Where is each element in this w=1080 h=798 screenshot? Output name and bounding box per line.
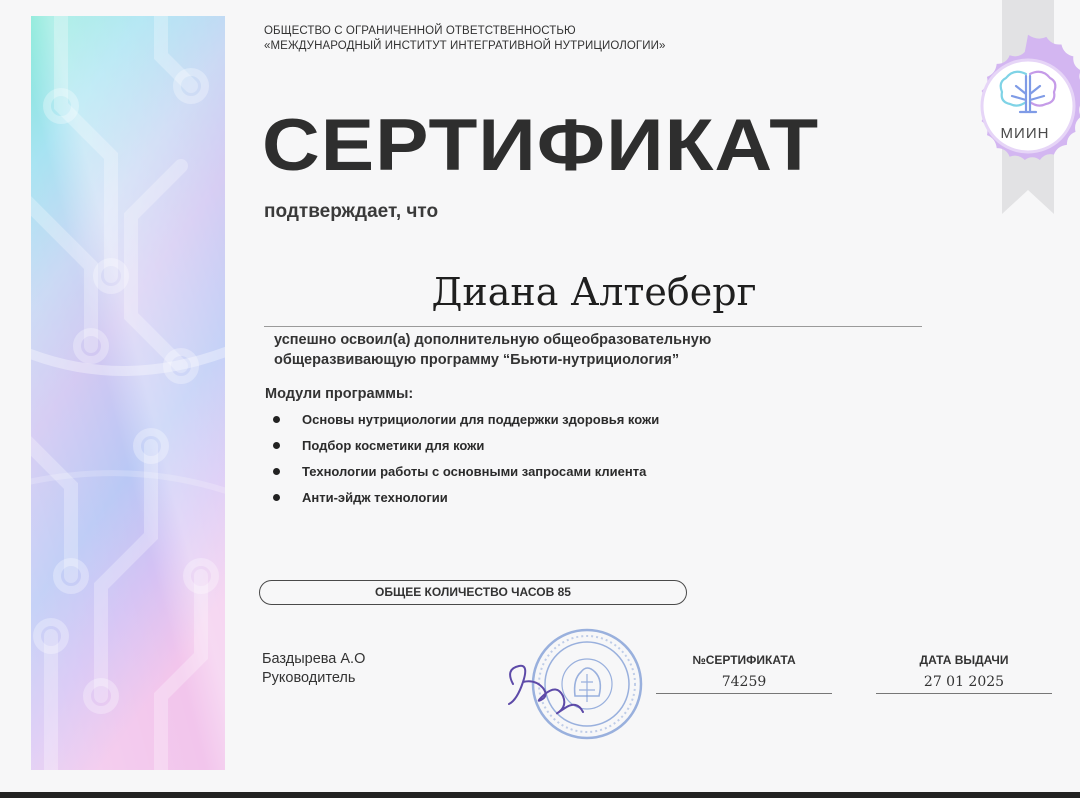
institute-logo-badge <box>952 0 1080 221</box>
completion-line-2-prefix: общеразвивающую программу <box>274 352 503 368</box>
modules-title: Модули программы: <box>265 386 414 402</box>
certificate-number-underline <box>656 693 832 694</box>
total-hours-badge: ОБЩЕЕ КОЛИЧЕСТВО ЧАСОВ 85 <box>259 580 687 605</box>
bullet-icon <box>273 494 280 501</box>
certificate-number-value: 74259 <box>721 674 767 690</box>
recipient-name: Диана Алтеберг <box>431 270 757 314</box>
certificate-number-label: №СЕРТИФИКАТА <box>692 653 796 667</box>
completion-line-2 <box>274 350 711 370</box>
module-label: Основы нутрициологии для поддержки здоровья кожи <box>302 412 660 427</box>
decorative-holographic-strip <box>31 16 225 770</box>
confirms-text: подтверждает, что <box>264 201 439 222</box>
completion-line-1: успешно освоил(а) дополнительную общеобразовательную <box>274 332 712 348</box>
issue-date-value: 27 01 2025 <box>923 674 1005 690</box>
bullet-icon <box>273 416 280 423</box>
program-name: “Бьюти-нутрициология” <box>502 352 680 368</box>
organization-name <box>264 24 665 54</box>
module-label: Подбор косметики для кожи <box>302 438 485 453</box>
bullet-icon <box>273 442 280 449</box>
seal-stamp-with-signature <box>505 624 645 749</box>
signer-name: Баздырева А.О <box>262 651 366 667</box>
module-item <box>272 462 659 488</box>
module-item <box>272 410 659 436</box>
completion-statement <box>274 330 711 370</box>
bullet-icon <box>273 468 280 475</box>
institute-logo-text: МИИН <box>1000 125 1050 142</box>
module-label: Анти-эйдж технологии <box>302 490 448 505</box>
module-item <box>272 436 659 462</box>
name-underline <box>264 326 922 327</box>
signer-block <box>262 650 365 688</box>
module-item <box>272 488 659 514</box>
bottom-edge <box>0 792 1080 798</box>
issue-date-label: ДАТА ВЫДАЧИ <box>919 653 1009 667</box>
organization-line-1: ОБЩЕСТВО С ОГРАНИЧЕННОЙ ОТВЕТСТВЕННОСТЬЮ <box>264 25 576 37</box>
signer-position: Руководитель <box>262 670 356 686</box>
module-label: Технологии работы с основными запросами клиента <box>302 464 647 479</box>
issue-date-underline <box>876 693 1052 694</box>
certificate-title: СЕРТИФИКАТ <box>262 104 820 186</box>
modules-list <box>272 410 659 514</box>
organization-line-2: «МЕЖДУНАРОДНЫЙ ИНСТИТУТ ИНТЕГРАТИВНОЙ НУТРИЦИОЛОГИИ» <box>264 40 666 52</box>
